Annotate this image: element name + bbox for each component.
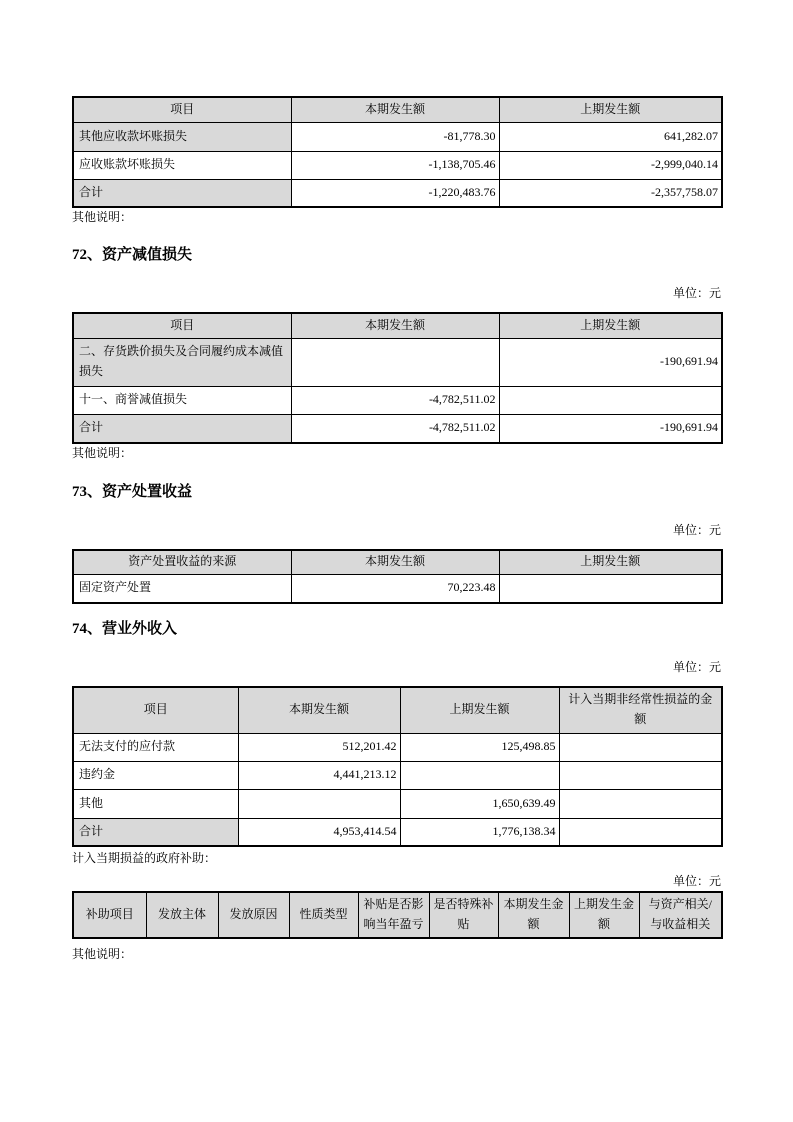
column-header: 项目 [73,687,238,733]
column-header: 上期发生额 [499,97,722,122]
prior-period-value [499,386,722,414]
asset-impairment-loss-table [72,312,723,444]
unit-label: 单位：元 [672,523,721,537]
section-heading-74: 74、营业外收入 [72,621,178,637]
table-row [73,733,722,761]
column-header: 上期发生金额 [569,892,639,938]
prior-period-value [400,761,559,789]
current-period-value: 4,441,213.12 [238,761,400,789]
government-subsidy-intro: 计入当期损益的政府补助： [72,851,217,865]
row-label: 应收账款坏账损失 [73,151,291,179]
table-row [73,761,722,789]
current-period-value: 70,223.48 [291,574,499,603]
current-period-value [238,789,400,818]
nonrecurring-amount-value [559,818,722,846]
column-header: 发放主体 [146,892,218,938]
prior-period-value: -190,691.94 [499,414,722,443]
non-operating-income-table [72,686,723,847]
prior-period-value: -190,691.94 [499,338,722,386]
table-total-row [73,179,722,207]
column-header: 性质类型 [289,892,358,938]
table-row [73,151,722,179]
column-header: 本期发生额 [291,97,499,122]
column-header: 上期发生额 [499,313,722,338]
table-header-row [73,687,722,733]
prior-period-value: -2,357,758.07 [499,179,722,207]
row-label: 其他应收款坏账损失 [73,122,291,151]
table-row [73,386,722,414]
table-total-row [73,818,722,846]
current-period-value: -1,220,483.76 [291,179,499,207]
current-period-value: 512,201.42 [238,733,400,761]
row-label: 其他 [73,789,238,818]
other-notes-label: 其他说明： [72,210,133,224]
table-header-row [73,550,722,574]
table-header-row [73,97,722,122]
table-row [73,338,722,386]
row-label: 二、存货跌价损失及合同履约成本减值损失 [73,338,291,386]
current-period-value: 4,953,414.54 [238,818,400,846]
row-label: 违约金 [73,761,238,789]
column-header: 补助项目 [73,892,146,938]
column-header: 上期发生额 [499,550,722,574]
column-header: 本期发生额 [291,550,499,574]
other-notes-label: 其他说明： [72,947,133,961]
row-label: 无法支付的应付款 [73,733,238,761]
prior-period-value: 1,776,138.34 [400,818,559,846]
section-heading-73: 73、资产处置收益 [72,484,193,500]
unit-label: 单位：元 [672,874,721,888]
government-subsidy-table [72,891,723,939]
nonrecurring-amount-value [559,733,722,761]
column-header: 补贴是否影响当年盈亏 [358,892,429,938]
table-header-row [73,313,722,338]
column-header: 与资产相关/与收益相关 [639,892,722,938]
table-row [73,122,722,151]
other-notes-label: 其他说明： [72,446,133,460]
row-label: 合计 [73,818,238,846]
column-header: 本期发生金额 [498,892,569,938]
column-header: 本期发生额 [291,313,499,338]
current-period-value: -81,778.30 [291,122,499,151]
row-label: 固定资产处置 [73,574,291,603]
section-heading-72: 72、资产减值损失 [72,247,193,263]
current-period-value: -4,782,511.02 [291,386,499,414]
unit-label: 单位：元 [672,660,721,674]
row-label: 十一、商誉减值损失 [73,386,291,414]
asset-disposal-income-table [72,549,723,604]
nonrecurring-amount-value [559,789,722,818]
current-period-value [291,338,499,386]
nonrecurring-amount-value [559,761,722,789]
current-period-value: -4,782,511.02 [291,414,499,443]
unit-label: 单位：元 [672,286,721,300]
column-header: 本期发生额 [238,687,400,733]
column-header: 发放原因 [218,892,289,938]
table-row [73,574,722,603]
column-header: 项目 [73,97,291,122]
row-label: 合计 [73,414,291,443]
prior-period-value [499,574,722,603]
table-header-row [73,892,722,938]
current-period-value: -1,138,705.46 [291,151,499,179]
column-header: 资产处置收益的来源 [73,550,291,574]
prior-period-value: 1,650,639.49 [400,789,559,818]
row-label: 合计 [73,179,291,207]
column-header: 上期发生额 [400,687,559,733]
column-header: 计入当期非经常性损益的金额 [559,687,722,733]
column-header: 是否特殊补贴 [429,892,498,938]
prior-period-value: 125,498.85 [400,733,559,761]
bad-debt-loss-table [72,96,723,208]
table-row [73,789,722,818]
prior-period-value: -2,999,040.14 [499,151,722,179]
column-header: 项目 [73,313,291,338]
table-total-row [73,414,722,443]
prior-period-value: 641,282.07 [499,122,722,151]
